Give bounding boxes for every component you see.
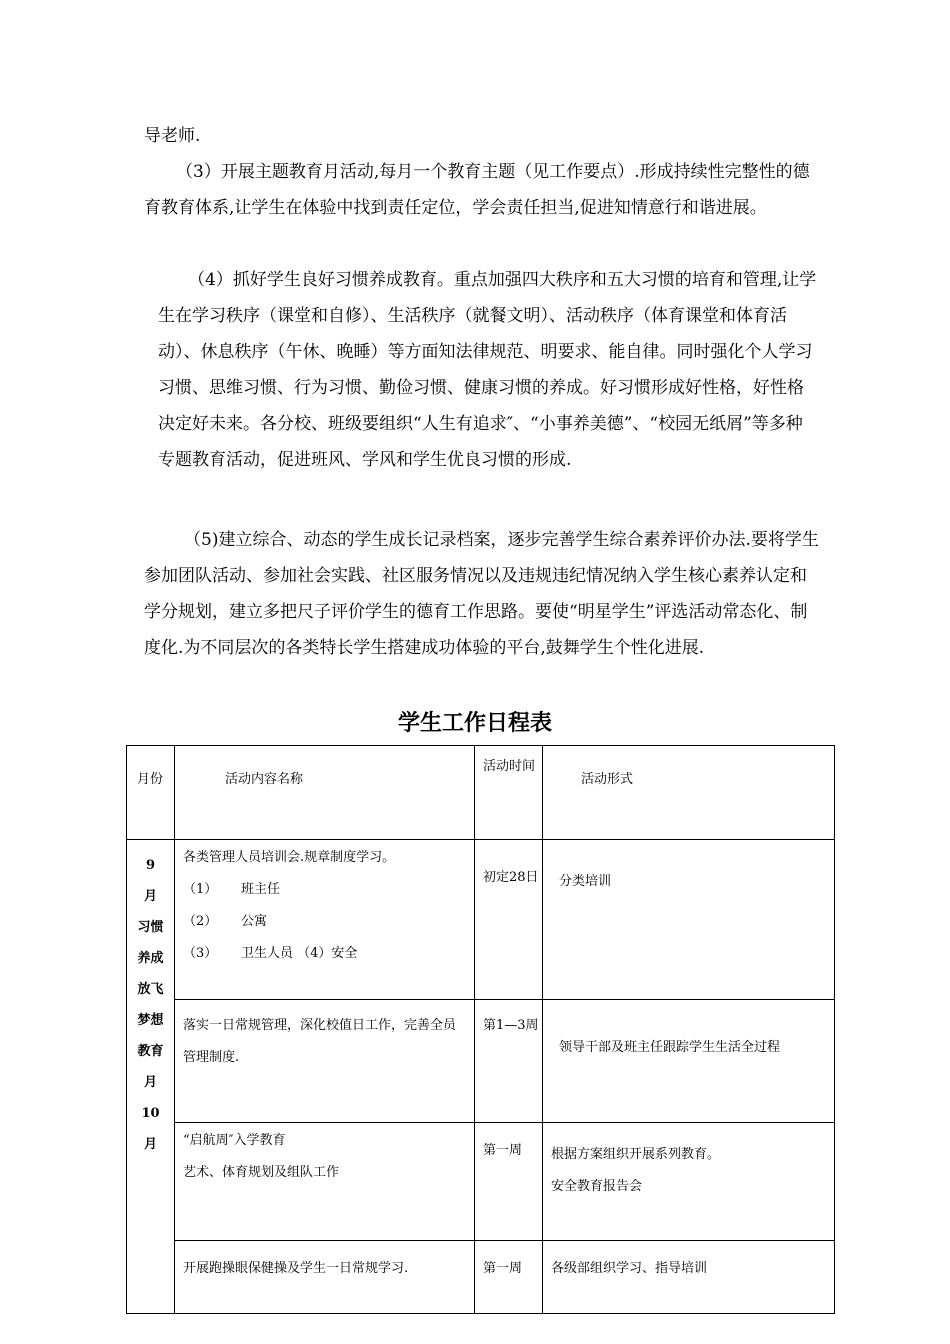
- month-label-part: 9: [145, 858, 156, 873]
- content-title: 各类管理人员培训会.规章制度学习。: [183, 850, 396, 865]
- activity-content: 开展跑操眼保健操及学生一日常规学习.: [175, 1241, 475, 1314]
- activity-content: [175, 840, 475, 1000]
- table-row: [127, 840, 835, 1000]
- header-time: 活动时间: [475, 746, 543, 840]
- month-label-part: 教育: [137, 1044, 164, 1059]
- activity-form: 分类培训: [543, 840, 835, 1000]
- activity-form: 领导干部及班主任跟踪学生生活全过程: [543, 1000, 835, 1123]
- header-month: 月份: [127, 746, 175, 840]
- content-line: 艺术、体育规划及组队工作: [183, 1165, 340, 1180]
- header-form: 活动形式: [543, 746, 835, 840]
- month-label-part: 放飞: [137, 982, 164, 997]
- paragraph-theme-month: （3）开展主题教育月活动,每月一个教育主题（见工作要点）.形成持续性完整性的德育教育体系,让学生在体验中找到责任定位，学会责任担当,促进知情意行和谐进展。: [144, 162, 810, 218]
- content-sub-item: （3） 卫生人员 （4）安全: [183, 946, 358, 961]
- form-line: 根据方案组织开展系列教育。: [551, 1147, 721, 1162]
- table-header-row: [127, 746, 835, 840]
- content-sub-item: （1） 班主任: [183, 882, 281, 897]
- table-row: [127, 1241, 835, 1314]
- month-label-part: 梦想: [137, 1013, 164, 1028]
- table-title: 学生工作日程表: [397, 711, 552, 736]
- activity-content: [175, 1123, 475, 1241]
- month-label-part: 养成: [137, 951, 164, 966]
- month-label-part: 10: [141, 1106, 160, 1121]
- activity-time: 初定28日: [475, 840, 543, 1000]
- table-row: [127, 1000, 835, 1123]
- month-label-part: 习惯: [137, 920, 164, 935]
- month-label-part: 月: [143, 1137, 157, 1152]
- activity-time: 第一周: [475, 1123, 543, 1241]
- schedule-table: [126, 745, 835, 1314]
- paragraph-continuation: 导老师.: [144, 126, 201, 146]
- activity-time: 第一周: [475, 1241, 543, 1314]
- month-label-part: 月: [143, 1075, 157, 1090]
- form-line: 安全教育报告会: [551, 1179, 643, 1194]
- activity-form: [543, 1123, 835, 1241]
- content-line: “启航周″入学教育: [183, 1133, 286, 1148]
- content-sub-item: （2） 公寓: [183, 914, 268, 929]
- paragraph-growth-record: （5)建立综合、动态的学生成长记录档案，逐步完善学生综合素养评价办法.要将学生参加团队活动、参加社会实践、社区服务情况以及违规违纪情况纳入学生核心素养认定和学分规划，建立多把尺子评价学生的德育工作思路。要使“明星学生”评选活动常态化、制度化.为不同层次的各类特长学生搭建成功体验的平台,鼓舞学生个性化进展.: [144, 530, 819, 658]
- table-row: [127, 1123, 835, 1241]
- activity-time: 第1—3周: [475, 1000, 543, 1123]
- paragraph-habits: （4）抓好学生良好习惯养成教育。重点加强四大秩序和五大习惯的培育和管理,让学生在学习秩序（课堂和自修）、生活秩序（就餐文明）、活动秩序（体育课堂和体育活动）、休息秩序（午休、晚睡）等方面知法律规范、明要求、能自律。同时强化个人学习习惯、思维习惯、行为习惯、勤俭习惯、健康习惯的养成。好习惯形成好性格，好性格决定好未来。各分校、班级要组织“人生有追求″、“小事养美德”、“校园无纸屑”等多种专题教育活动，促进班风、学风和学生优良习惯的形成.: [158, 270, 817, 470]
- month-label-part: 月: [143, 889, 157, 904]
- activity-content: 落实一日常规管理，深化校值日工作，完善全员管理制度.: [175, 1000, 475, 1123]
- header-content: 活动内容名称: [175, 746, 475, 840]
- activity-form: 各级部组织学习、指导培训: [543, 1241, 835, 1314]
- month-cell: [127, 840, 175, 1314]
